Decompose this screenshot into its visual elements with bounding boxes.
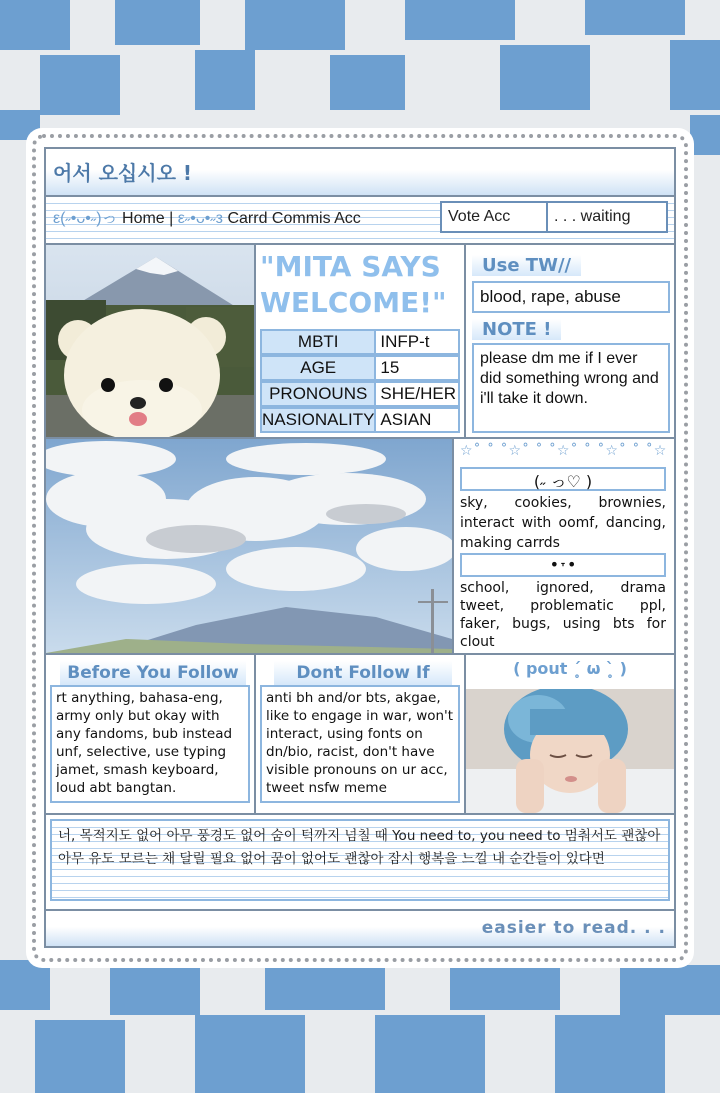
kaomoji-left: ε(˶•ᴗ•˶)っ bbox=[53, 210, 118, 227]
nav-separator: | bbox=[169, 210, 174, 227]
tw-box bbox=[472, 281, 670, 313]
lyrics-box bbox=[50, 819, 670, 901]
tw-content: blood, rape, abuse bbox=[480, 287, 621, 306]
profile-value: SHE/HER bbox=[376, 381, 460, 407]
pout-photo bbox=[466, 689, 674, 813]
lyrics-section bbox=[46, 815, 674, 909]
bear-mountain-image bbox=[46, 245, 254, 437]
cloud-painting bbox=[46, 439, 452, 653]
portrait-photo bbox=[466, 689, 674, 813]
profile-key: MBTI bbox=[260, 329, 376, 355]
likes-dislikes-section bbox=[454, 439, 674, 653]
nav-bar bbox=[46, 197, 674, 243]
welcome-heading bbox=[260, 249, 447, 321]
header-bar bbox=[46, 149, 674, 195]
nav-home-link[interactable]: Home bbox=[122, 210, 165, 227]
profile-row bbox=[260, 407, 460, 433]
note-title: NOTE ! bbox=[472, 319, 561, 340]
likes-text: sky, cookies, brownies, interact with oomf, dancing, making carrds bbox=[460, 495, 666, 551]
profile-value: INFP-t bbox=[376, 329, 460, 355]
tw-title: Use TW// bbox=[472, 255, 581, 276]
note-content: please dm me if I ever did something wrong and i'll take it down. bbox=[480, 350, 659, 407]
profile-key: PRONOUNS bbox=[260, 381, 376, 407]
before-follow-content: rt anything, bahasa-eng, army only but okay with any fandoms, bub instead unf, selective, use typing jamet, smash keyboard, loud abt bangtan. bbox=[56, 690, 233, 796]
profile-row bbox=[260, 381, 460, 407]
waiting-button[interactable] bbox=[546, 201, 668, 233]
profile-key: AGE bbox=[260, 355, 376, 381]
bear-photo bbox=[46, 245, 254, 437]
welcome-line-2: WELCOME!" bbox=[260, 286, 447, 319]
teddy-bear bbox=[58, 309, 226, 437]
pout-title: ( pout ˊ̥ ω ˋ̥ ) bbox=[513, 659, 627, 678]
lyrics-text: 너, 목적지도 없어 아무 풍경도 없어 숨이 턱까지 넘칠 때 You need to, you need to 멈춰서도 괜찮아 아무 유도 모르는 채 달릴 필요 없어 꿈이 없어도 괜찮아 잠시 행복을 느낄 내 순간들이 있다면 bbox=[58, 828, 661, 867]
welcome-line-1: "MITA SAYS bbox=[260, 250, 441, 283]
before-follow-box bbox=[50, 685, 250, 803]
profile-key: NASIONALITY bbox=[260, 407, 376, 433]
nav-links bbox=[53, 205, 361, 228]
vote-acc-label: Vote Acc bbox=[448, 208, 511, 225]
page-title: 어서 오십시오 ! bbox=[53, 161, 192, 185]
carrd-frame bbox=[44, 147, 676, 948]
profile-value: 15 bbox=[376, 355, 460, 381]
cloud-sky-image bbox=[46, 439, 452, 653]
pout-section bbox=[466, 655, 674, 813]
dont-follow-content: anti bh and/or bts, akgae, like to engage in war, won't interact, using fonts on dn/bio, racist, don't have visible pronouns on ur acc, tweet nsfw meme bbox=[266, 690, 454, 796]
waiting-label: . . . waiting bbox=[554, 208, 631, 225]
dont-follow-title: Dont Follow If bbox=[274, 661, 452, 685]
dont-follow-box bbox=[260, 685, 460, 803]
footer-text: easier to read. . . bbox=[481, 918, 666, 938]
before-follow-section bbox=[46, 655, 254, 813]
profile-row bbox=[260, 355, 460, 381]
dont-follow-section bbox=[256, 655, 464, 813]
profile-value: ASIAN bbox=[376, 407, 460, 433]
dislikes-text: school, ignored, drama tweet, problematic ppl, faker, bugs, using bts for clout bbox=[460, 580, 666, 650]
kaomoji-right: ε˶•ᴗ•˶з bbox=[177, 210, 223, 227]
likes-title-box bbox=[460, 467, 666, 491]
dislikes-title: •˕• bbox=[549, 555, 577, 574]
profile-table bbox=[260, 329, 460, 433]
note-box bbox=[472, 343, 670, 433]
dislikes-title-box bbox=[460, 553, 666, 577]
footer-bar bbox=[46, 911, 674, 946]
before-follow-title: Before You Follow bbox=[60, 661, 246, 685]
stars-decoration: ☆˚ ˚ ˚☆˚ ˚ ˚☆˚ ˚ ˚☆˚ ˚ ˚☆ bbox=[460, 443, 668, 459]
nav-commis-link[interactable]: Carrd Commis Acc bbox=[227, 210, 361, 227]
warnings-section bbox=[466, 245, 674, 437]
profile-row bbox=[260, 329, 460, 355]
profile-section bbox=[256, 245, 464, 437]
vote-acc-button[interactable] bbox=[440, 201, 548, 233]
likes-title: (˶ っ♡ ) bbox=[533, 472, 593, 491]
